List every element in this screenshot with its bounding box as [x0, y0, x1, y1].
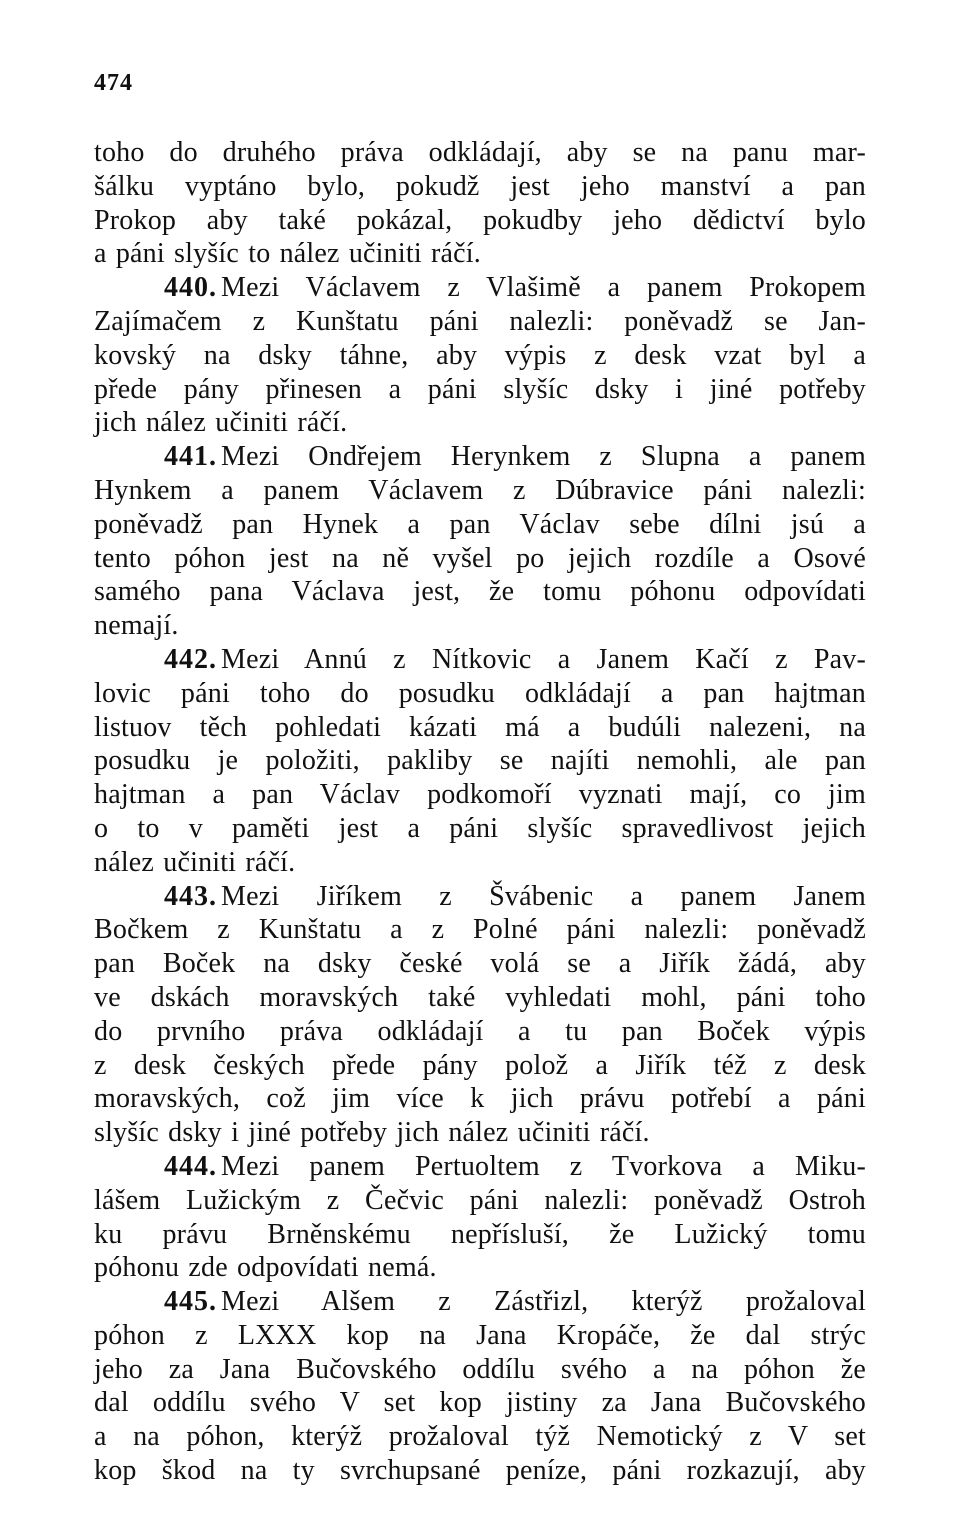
text-line — [94, 1386, 866, 1420]
paragraph-number: 445. — [164, 1286, 217, 1318]
text-line — [94, 508, 866, 542]
text-line — [94, 575, 866, 609]
line-text: poněvadž pan Hynek a pan Václav sebe dílni jsú a — [94, 508, 866, 540]
text-line — [94, 237, 866, 271]
paragraph-start-line — [94, 643, 866, 677]
line-text: do prvního práva odkládají a tu pan Boček výpis — [94, 1015, 866, 1047]
line-text: z desk českých přede pány polož a Jiřík též z desk — [94, 1049, 866, 1081]
line-text: kovský na dsky táhne, aby výpis z desk vzat byl a — [94, 339, 866, 371]
line-text: ve dskách moravských také vyhledati mohl, páni toho — [94, 981, 866, 1013]
text-line — [94, 305, 866, 339]
line-text: lášem Lužickým z Čečvic páni nalezli: poněvadž Ostroh — [94, 1184, 866, 1216]
line-text: šálku vyptáno bylo, pokudž jest jeho manství a pan — [94, 170, 866, 202]
text-line — [94, 913, 866, 947]
text-line — [94, 812, 866, 846]
line-text: pan Boček na dsky české volá se a Jiřík žádá, aby — [94, 948, 866, 980]
line-text: a na póhon, kterýž prožaloval týž Nemotický z V set — [94, 1421, 866, 1453]
text-line — [94, 170, 866, 204]
line-text: Mezi Jiříkem z Švábenic a panem Janem — [221, 880, 866, 912]
line-text: dal oddílu svého V set kop jistiny za Jana Bučovského — [94, 1387, 866, 1419]
text-line — [94, 1319, 866, 1353]
line-text: a páni slyšíc to nález učiniti ráčí. — [94, 238, 481, 270]
line-text: kop škod na ty svrchupsané peníze, páni rozkazují, aby — [94, 1455, 866, 1487]
text-line — [94, 1420, 866, 1454]
paragraph-number: 440. — [164, 272, 217, 304]
text-line — [94, 744, 866, 778]
line-text: toho do druhého práva odkládají, aby se na panu mar- — [94, 137, 866, 168]
text-line — [94, 1082, 866, 1116]
body-text — [94, 136, 866, 1488]
line-text: jeho za Jana Bučovského oddílu svého a na póhon že — [94, 1353, 866, 1385]
line-text: Zajímačem z Kunštatu páni nalezli: poněvadž se Jan- — [94, 305, 866, 337]
text-line — [94, 846, 866, 880]
text-line — [94, 204, 866, 238]
text-line — [94, 1116, 866, 1150]
text-line — [94, 981, 866, 1015]
paragraph-start-line — [94, 440, 866, 474]
text-line — [94, 474, 866, 508]
line-text: Mezi Ondřejem Herynkem z Slupna a panem — [221, 441, 866, 473]
line-text: nález učiniti ráčí. — [94, 846, 296, 878]
line-text: samého pana Václava jest, že tomu póhonu odpovídati — [94, 576, 866, 608]
text-line — [94, 542, 866, 576]
line-text: jich nález učiniti ráčí. — [94, 407, 348, 439]
text-line — [94, 1049, 866, 1083]
line-text: ku právu Brněnskému nepřísluší, že Lužický tomu — [94, 1218, 866, 1250]
text-line — [94, 711, 866, 745]
text-line — [94, 778, 866, 812]
text-line — [94, 339, 866, 373]
paragraph-start-line — [94, 271, 866, 305]
text-line — [94, 677, 866, 711]
text-line — [94, 406, 866, 440]
line-text: Mezi Annú z Nítkovic a Janem Kačí z Pav- — [221, 643, 866, 675]
text-line — [94, 1251, 866, 1285]
line-text: Bočkem z Kunštatu a z Polné páni nalezli: poněvadž — [94, 914, 866, 946]
line-text: Prokop aby také pokázal, pokudby jeho dědictví bylo — [94, 204, 866, 236]
paragraph-start-line — [94, 1150, 866, 1184]
text-line — [94, 947, 866, 981]
line-text: Hynkem a panem Václavem z Dúbravice páni nalezli: — [94, 474, 866, 506]
paragraph-number: 444. — [164, 1150, 217, 1182]
line-text: póhon z LXXX kop na Jana Kropáče, že dal strýc — [94, 1319, 866, 1351]
line-text: nemají. — [94, 610, 179, 642]
line-text: listuov těch pohledati kázati má a budúli nalezeni, na — [94, 711, 866, 743]
text-line — [94, 1454, 866, 1488]
page-number: 474 — [94, 70, 133, 96]
line-text: o to v paměti jest a páni slyšíc spravedlivost jejich — [94, 812, 866, 844]
line-text: póhonu zde odpovídati nemá. — [94, 1252, 437, 1284]
line-text: Mezi Václavem z Vlašimě a panem Prokopem — [221, 272, 866, 304]
paragraph-number: 442. — [164, 643, 217, 675]
paragraph-start-line — [94, 1285, 866, 1319]
text-line — [94, 1015, 866, 1049]
text-line — [94, 373, 866, 407]
text-line — [94, 1218, 866, 1252]
line-text: lovic páni toho do posudku odkládají a pan hajtman — [94, 677, 866, 709]
paragraph-number: 443. — [164, 880, 217, 912]
text-line — [94, 1184, 866, 1218]
text-line — [94, 609, 866, 643]
line-text: moravských, což jim více k jich právu potřebí a páni — [94, 1083, 866, 1115]
text-line — [94, 136, 866, 170]
line-text: přede pány přinesen a páni slyšíc dsky i jiné potřeby — [94, 373, 866, 405]
paragraph-number: 441. — [164, 441, 217, 473]
line-text: tento póhon jest na ně vyšel po jejich rozdíle a Osové — [94, 542, 866, 574]
text-line — [94, 1353, 866, 1387]
line-text: slyšíc dsky i jiné potřeby jich nález učiniti ráčí. — [94, 1117, 650, 1149]
paragraph-start-line — [94, 880, 866, 914]
line-text: hajtman a pan Václav podkomoří vyznati mají, co jim — [94, 779, 866, 811]
line-text: Mezi panem Pertuoltem z Tvorkova a Miku- — [221, 1150, 866, 1182]
line-text: posudku je položiti, pakliby se najíti nemohli, ale pan — [94, 745, 866, 777]
line-text: Mezi Alšem z Zástřizl, kterýž prožaloval — [221, 1286, 866, 1318]
